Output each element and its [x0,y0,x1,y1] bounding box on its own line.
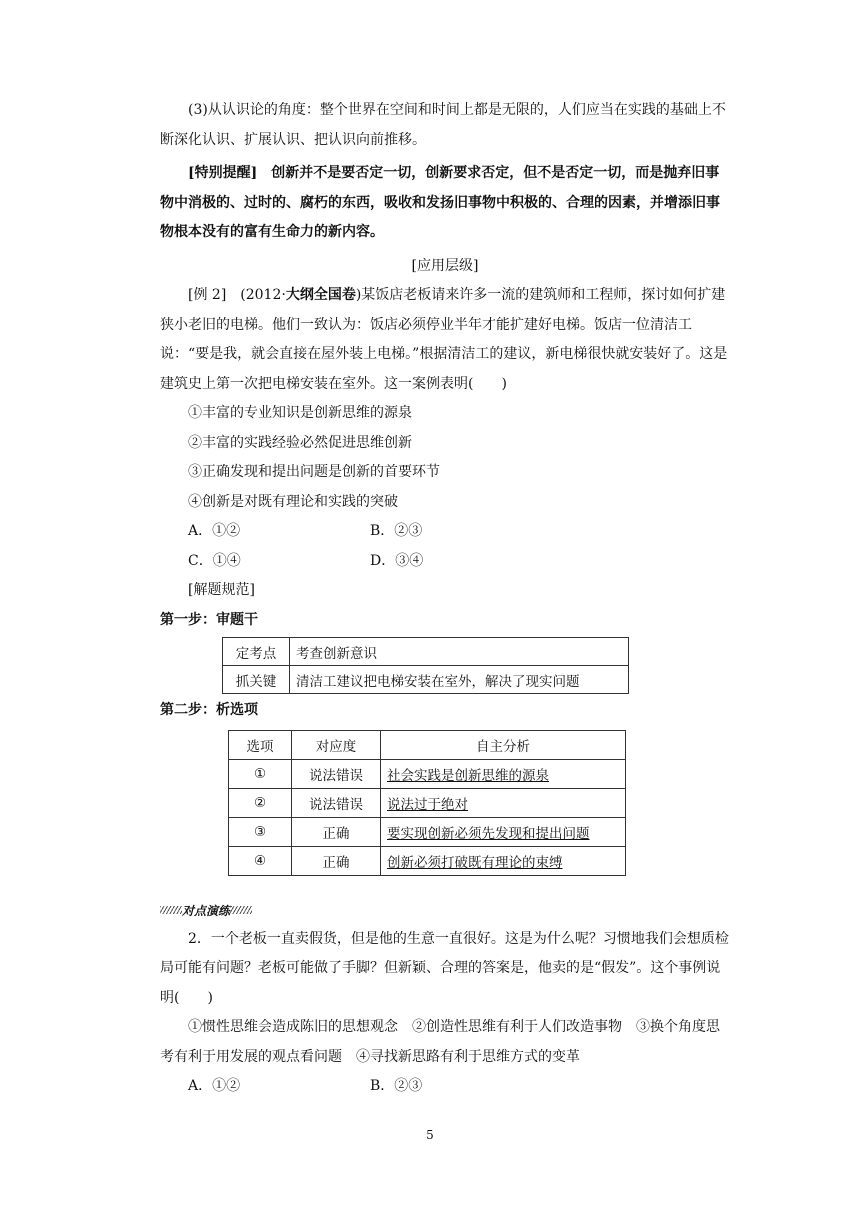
example-stem: [例 2] (2012·大纲全国卷)某饭店老板请来许多一流的建筑师和工程师，探讨如何扩建狭小老旧的电梯。他们一致认为：饭店必须停业半年才能扩建好电梯。饭店一位清洁工说：“要是我，就会直接在屋外装上电梯。”根据清洁工的建议，新电梯很快就安装好了。这是建筑史上第一次把电梯安装在室外。这一案例表明( ) [160,287,728,392]
table-row [229,759,626,788]
option-analysis-table [228,730,626,876]
step-1-heading: 第一步：审题干 [160,611,258,628]
option-c: C．①④ [188,552,241,569]
option-row [188,517,730,547]
statement-2: ②丰富的实践经验必然促进思维创新 [188,434,412,451]
option-row [160,1072,730,1102]
table-cell: ① [229,759,292,788]
example-source: 大纲全国卷 [285,287,356,303]
example-label: [例 2] [188,287,227,303]
table-cell: 说法错误 [292,759,381,788]
page-number: 5 [426,1128,434,1142]
table-cell: 要实现创新必须先发现和提出问题 [381,817,626,846]
table-header-cell: 选项 [229,730,292,759]
table-cell: 正确 [292,846,381,875]
statement-3: ③正确发现和提出问题是创新的首要环节 [188,464,440,480]
exam-point-table [222,637,629,694]
hatch-decoration-icon [160,906,182,914]
table-cell: ③ [229,817,292,846]
option-a: A．①② [188,1078,241,1094]
table-cell: 考查创新意识 [290,638,629,666]
practice-question: 2．一个老板一直卖假货，但是他的生意一直很好。这是为什么呢？习惯地我们会想质检局可能有问题？老板可能做了手脚？但新颖、合理的答案是，他卖的是“假发”。这个事例说明( ) [160,930,729,1006]
table-cell: 清洁工建议把电梯安装在室外，解决了现实问题 [290,666,629,694]
table-header-cell: 自主分析 [381,730,626,759]
practice-label: 对点演练 [182,903,231,918]
table-cell: 社会实践是创新思维的源泉 [381,759,626,788]
table-header-cell: 对应度 [292,730,381,759]
option-b: B．②③ [370,1078,423,1094]
table-row [229,817,626,846]
practice-statements: ①惯性思维会造成陈旧的思想观念 ②创造性思维有利于人们改造事物 ③换个角度思考有利于用发展的观点看问题 ④寻找新思路有利于思维方式的变革 [160,1019,720,1065]
option-row [188,547,730,577]
option-d: D．③④ [370,552,424,569]
paragraph-epistemology: (3)从认识论的角度：整个世界在空间和时间上都是无限的，人们应当在实践的基础上不断深化认识、扩展认识、把认识向前推移。 [160,102,726,148]
table-cell: 正确 [292,817,381,846]
example-statements [160,399,730,606]
step-2-heading: 第二步：析选项 [160,702,258,718]
table-cell: 定考点 [223,638,290,666]
table-row [223,638,629,666]
table-cell: 说法过于绝对 [381,788,626,817]
table-cell: 创新必须打破既有理论的束缚 [381,846,626,875]
table-row [229,846,626,875]
table-header-row [229,730,626,759]
special-tip [160,159,730,248]
statement-1: ①丰富的专业知识是创新思维的源泉 [188,405,412,421]
table-cell: ② [229,788,292,817]
tip-text: 创新并不是要否定一切，创新要求否定，但不是否定一切，而是抛弃旧事物中消极的、过时的、腐朽的东西，吸收和发扬旧事物中积极的、合理的因素，并增添旧事物根本没有的富有生命力的新内容。 [160,165,720,240]
level-heading: [应用层级] [411,257,479,274]
table-row [223,666,629,694]
statement-4: ④创新是对既有理论和实践的突破 [188,493,398,510]
practice-banner [160,902,730,919]
table-cell: 抓关键 [223,666,290,694]
solution-heading: [解题规范] [188,582,255,598]
option-b: B．②③ [370,523,423,539]
table-row [229,788,626,817]
tip-label: [特别提醒] [188,165,258,181]
table-cell: 说法错误 [292,788,381,817]
option-a: A．①② [188,523,241,539]
hatch-decoration-icon [230,906,252,914]
table-cell: ④ [229,846,292,875]
